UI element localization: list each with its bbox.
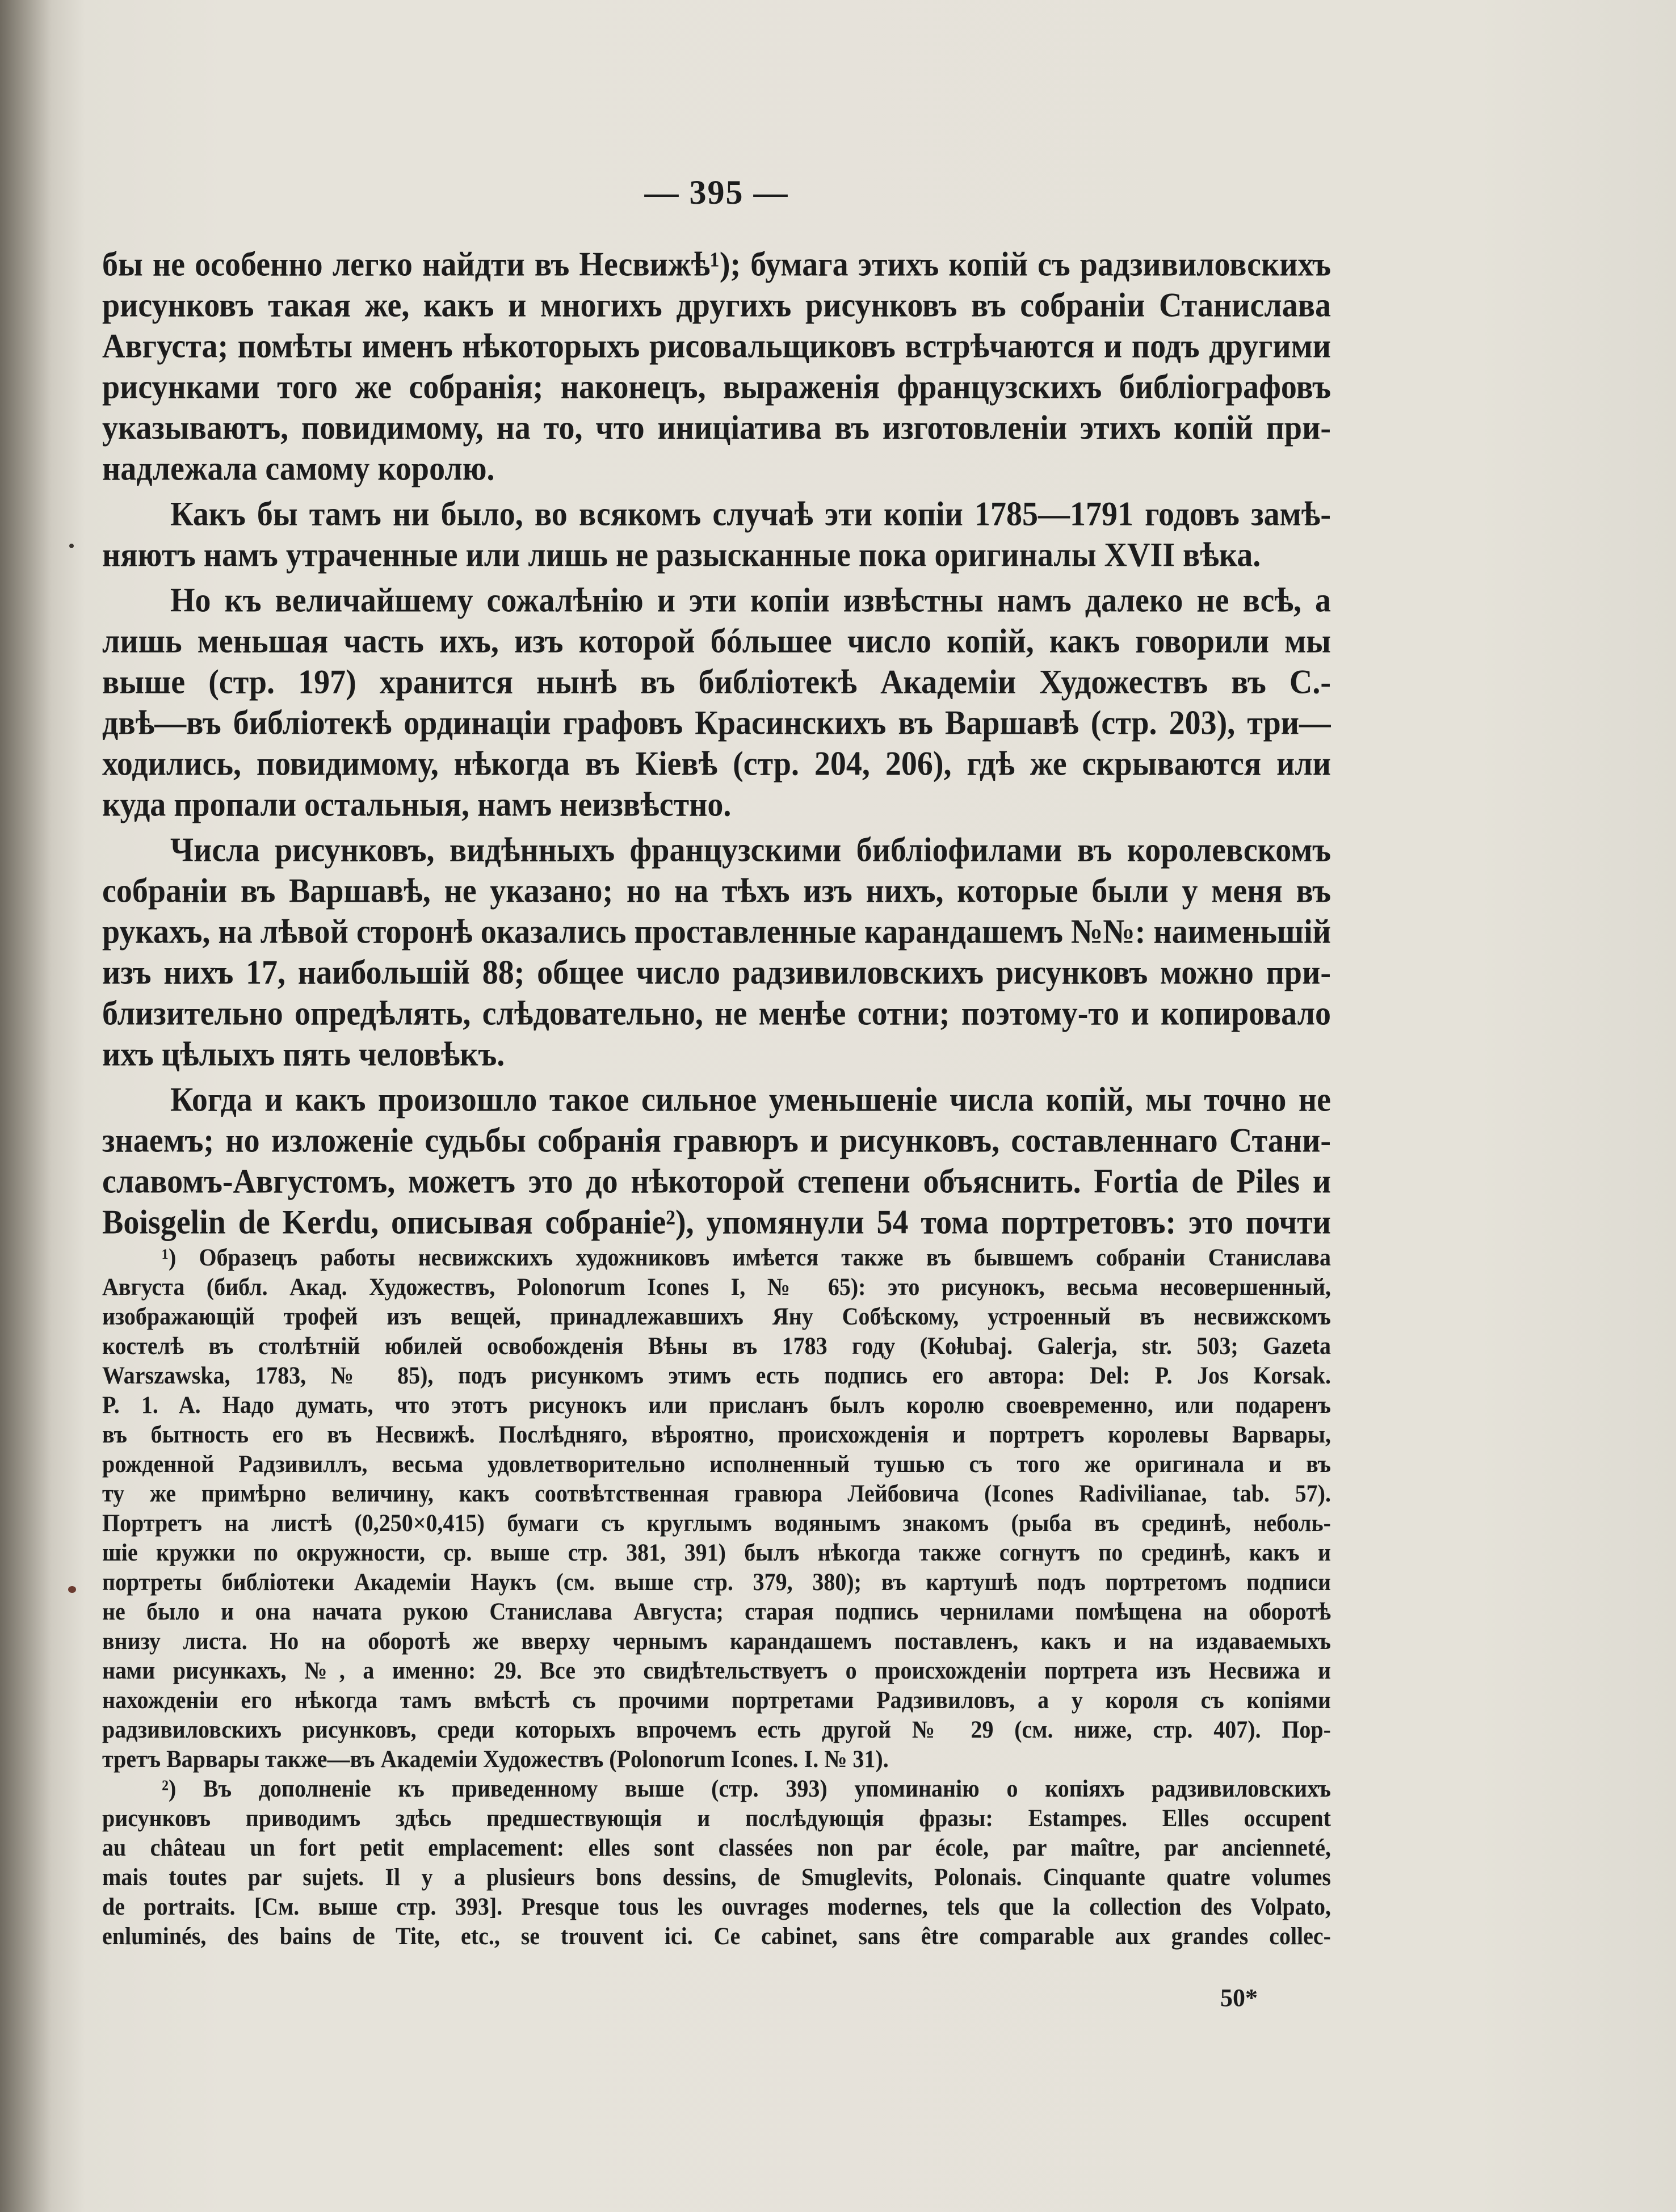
text-line: изображающій трофей изъ вещей, принадлежавшихъ Яну Собѣскому, устроенный въ несвижскомъ bbox=[102, 1302, 1331, 1330]
text-line: рожденной Радзивиллъ, весьма удовлетворительно исполненный тушью съ того же оригинала и въ bbox=[102, 1450, 1331, 1478]
text-line: рисунками того же собранія; наконецъ, выраженія французскихъ библіографовъ bbox=[102, 368, 1331, 406]
text-line: не было и она начата рукою Станислава Августа; старая подпись чернилами помѣщена на оборотѣ bbox=[102, 1597, 1331, 1625]
text-line: двѣ—въ библіотекѣ ординаціи графовъ Красинскихъ въ Варшавѣ (стр. 203), три— bbox=[102, 704, 1331, 742]
paragraph bbox=[102, 580, 1331, 825]
text-line: ¹) Образецъ работы несвижскихъ художниковъ имѣется также въ бывшемъ собраніи Станислава bbox=[162, 1243, 1331, 1271]
page-number: — 395 — bbox=[644, 174, 789, 211]
text-line: изъ нихъ 17, наибольшій 88; общее число радзивиловскихъ рисунковъ можно при- bbox=[102, 953, 1331, 992]
text-line: ²) Въ дополненіе къ приведенному выше (стр. 393) упоминанію о копіяхъ радзивиловскихъ bbox=[162, 1774, 1331, 1802]
text-line: Когда и какъ произошло такое сильное уменьшеніе числа копій, мы точно не bbox=[170, 1080, 1331, 1119]
text-line: близительно опредѣлять, слѣдовательно, не менѣе сотни; поэтому-то и копировало bbox=[102, 994, 1331, 1033]
text-line: Какъ бы тамъ ни было, во всякомъ случаѣ эти копіи 1785—1791 годовъ замѣ- bbox=[170, 495, 1331, 533]
text-line: выше (стр. 197) хранится нынѣ въ библіотекѣ Академіи Художествъ въ С.- bbox=[102, 663, 1331, 701]
text-line: рисунковъ такая же, какъ и многихъ другихъ рисунковъ въ собраніи Станислава bbox=[102, 286, 1331, 325]
text-line: mais toutes par sujets. Il y a plusieurs bons dessins, de Smuglevits, Polonais. Cinquante quatre volumes bbox=[102, 1863, 1331, 1891]
text-line: нахожденіи его нѣкогда тамъ вмѣстѣ съ прочими портретами Радзивиловъ, а у короля съ копіями bbox=[102, 1686, 1331, 1714]
text-line: ихъ цѣлыхъ пять человѣкъ. bbox=[102, 1035, 505, 1074]
text-line: Warszawska, 1783, № 85), подъ рисункомъ этимъ есть подпись его автора: Del: P. Jos Korsak. bbox=[102, 1361, 1331, 1389]
paragraph bbox=[102, 1079, 1331, 1243]
paper-speck bbox=[69, 544, 74, 548]
text-line: Boisgelin de Kerdu, описывая собраніе²), упомянули 54 тома портретовъ: это почти bbox=[102, 1203, 1331, 1242]
text-line: куда пропали остальныя, намъ неизвѣстно. bbox=[102, 785, 732, 824]
text-line: знаемъ; но изложеніе судьбы собранія гравюръ и рисунковъ, составленнаго Стани- bbox=[102, 1121, 1331, 1160]
text-line: няютъ намъ утраченные или лишь не разысканные пока оригиналы XVII вѣка. bbox=[102, 536, 1261, 574]
text-line: лишь меньшая часть ихъ, изъ которой бóльшее число копій, какъ говорили мы bbox=[102, 622, 1331, 661]
text-line: внизу листа. Но на оборотѣ же вверху чернымъ карандашемъ поставленъ, какъ и на издаваемыхъ bbox=[102, 1627, 1331, 1655]
paper-speck bbox=[68, 1586, 76, 1593]
text-line: Портретъ на листѣ (0,250×0,415) бумаги съ круглымъ водянымъ знакомъ (рыба въ срединѣ, неболь- bbox=[102, 1509, 1331, 1537]
footnote bbox=[102, 1774, 1331, 1951]
text-line: рукахъ, на лѣвой сторонѣ оказались проставленные карандашемъ №№: наименьшій bbox=[102, 912, 1331, 951]
text-line: указываютъ, повидимому, на то, что иниціатива въ изготовленіи этихъ копій при- bbox=[102, 409, 1331, 447]
text-line: бы не особенно легко найдти въ Несвижѣ¹); бумага этихъ копій съ радзивиловскихъ bbox=[102, 245, 1331, 284]
text-line: рисунковъ приводимъ здѣсь предшествующія и послѣдующія фразы: Estampes. Elles occupent bbox=[102, 1804, 1331, 1832]
text-line: ту же примѣрно величину, какъ соотвѣтственная гравюра Лейбовича (Icones Radivilianae, tab. 57). bbox=[102, 1479, 1331, 1507]
text-line: Августа (библ. Акад. Художествъ, Polonorum Icones I, № 65): это рисунокъ, весьма несовершенный, bbox=[102, 1273, 1331, 1301]
text-line: de portraits. [См. выше стр. 393]. Presque tous les ouvrages modernes, tels que la collection des Volpato, bbox=[102, 1893, 1331, 1920]
text-line: P. 1. A. Надо думать, что этотъ рисунокъ или присланъ былъ королю своевременно, или подаренъ bbox=[102, 1391, 1331, 1419]
text-line: славомъ-Августомъ, можетъ это до нѣкоторой степени объяснить. Fortia de Piles и bbox=[102, 1162, 1331, 1201]
paragraph bbox=[102, 494, 1331, 575]
text-line: надлежала самому королю. bbox=[102, 449, 495, 488]
text-line: нами рисункахъ, №, а именно: 29. Все это свидѣтельствуетъ о происхожденіи портрета изъ Несвижа и bbox=[102, 1656, 1331, 1684]
text-line: костелѣ въ столѣтній юбилей освобожденія Вѣны въ 1783 году (Kołubaj. Galerja, str. 503; Gazeta bbox=[102, 1332, 1331, 1360]
text-line: Но къ величайшему сожалѣнію и эти копіи извѣстны намъ далеко не всѣ, а bbox=[170, 581, 1331, 620]
body-text bbox=[102, 244, 1331, 1247]
text-line: шіе кружки по окружности, ср. выше стр. 381, 391) былъ нѣкогда также согнутъ по срединѣ, какъ и bbox=[102, 1538, 1331, 1566]
paragraph bbox=[102, 830, 1331, 1075]
signature-mark: 50* bbox=[1220, 1984, 1258, 2012]
footnote bbox=[102, 1243, 1331, 1774]
text-line: au château un fort petit emplacement: elles sont classées non par école, par maître, par ancienneté, bbox=[102, 1833, 1331, 1861]
text-line: Числа рисунковъ, видѣнныхъ французскими библіофилами въ королевскомъ bbox=[170, 831, 1331, 869]
text-line: Августа; помѣты именъ нѣкоторыхъ рисовальщиковъ встрѣчаются и подъ другими bbox=[102, 327, 1331, 365]
text-line: enluminés, des bains de Tite, etc., se trouvent ici. Ce cabinet, sans être comparable aux grandes collec- bbox=[102, 1922, 1331, 1950]
text-line: въ бытность его въ Несвижѣ. Послѣдняго, вѣроятно, происхожденія и портретъ королевы Варвары, bbox=[102, 1420, 1331, 1448]
footnotes bbox=[102, 1243, 1331, 1951]
text-line: собраніи въ Варшавѣ, не указано; но на тѣхъ изъ нихъ, которые были у меня въ bbox=[102, 872, 1331, 910]
paragraph bbox=[102, 244, 1331, 489]
text-line: ходились, повидимому, нѣкогда въ Кіевѣ (стр. 204, 206), гдѣ же скрываются или bbox=[102, 745, 1331, 783]
text-line: радзивиловскихъ рисунковъ, среди которыхъ впрочемъ есть другой № 29 (см. ниже, стр. 407). Пор- bbox=[102, 1715, 1331, 1743]
text-line: портреты библіотеки Академіи Наукъ (см. выше стр. 379, 380); въ картушѣ подъ портретомъ подписи bbox=[102, 1568, 1331, 1596]
text-line: третъ Варвары также—въ Академіи Художествъ (Polonorum Icones. I. № 31). bbox=[102, 1745, 889, 1773]
